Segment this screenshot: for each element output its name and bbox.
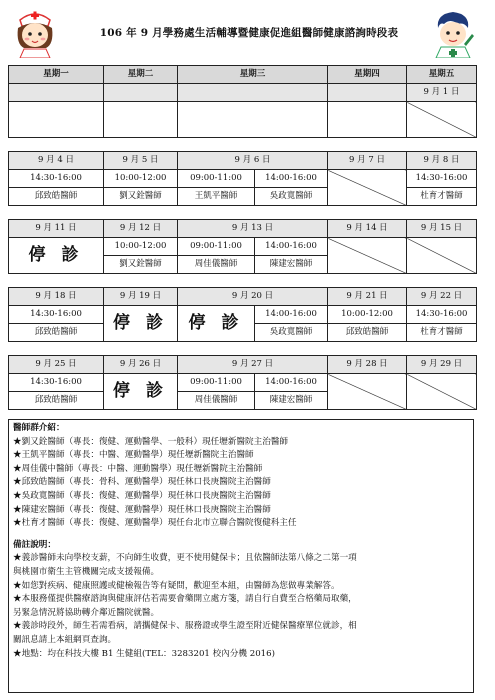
- no-clinic-cell: [407, 374, 477, 410]
- remark-item: ★如您對疾病、健康照護或健檢報告等有疑問，歡迎至本組，由醫師為您做專業解答。: [13, 580, 340, 591]
- remark-item: ★義診醫師未向學校支薪，不向師生收費，更不使用健保卡；且依醫師法第八條之二第一項: [13, 553, 357, 564]
- date-cell: [104, 84, 178, 102]
- week4-time-row: [9, 306, 477, 324]
- closed-cell: 停 診: [9, 238, 104, 274]
- empty-cell: [104, 102, 178, 138]
- time-slot: 10:00-12:00: [328, 306, 407, 324]
- closed-cell: 停 診: [178, 306, 255, 342]
- week4-date-row: [9, 288, 477, 306]
- time-slot: 14:00-16:00: [255, 306, 328, 324]
- time-slot: 14:30-16:00: [9, 170, 104, 188]
- time-slot: 14:30-16:00: [407, 306, 477, 324]
- doctor-intro-item: ★王凱平醫師（專長：中醫、運動醫學）現任壢新醫院主治醫師: [13, 450, 254, 461]
- date-cell: 9 月 15 日: [407, 220, 477, 238]
- doctor-name: 邱致皓醫師: [328, 324, 407, 342]
- doctor-intro-item: ★杜育才醫師（專長：復健、運動醫學）現任台北市立聯合醫院復健科主任: [13, 518, 297, 529]
- date-cell: [178, 84, 328, 102]
- empty-cell: [328, 102, 407, 138]
- time-slot: 14:30-16:00: [407, 170, 477, 188]
- no-clinic-cell: [328, 170, 407, 206]
- doctor-name: 邱致皓醫師: [9, 188, 104, 206]
- doctor-name: 陳建宏醫師: [255, 392, 328, 410]
- doctor-name: 杜育才醫師: [407, 324, 477, 342]
- time-slot: 14:00-16:00: [255, 238, 328, 256]
- time-slot: 09:00-11:00: [178, 374, 255, 392]
- week5-time-row: [9, 374, 477, 392]
- weekday-header: 星期三: [178, 66, 328, 84]
- date-cell: 9 月 6 日: [178, 152, 328, 170]
- week2-date-row: [9, 152, 477, 170]
- time-slot: 14:30-16:00: [9, 306, 104, 324]
- remark-item: 與桃園市衛生主管機關完成支援報備。: [13, 566, 160, 577]
- weekday-header: 星期四: [328, 66, 407, 84]
- spacer: [9, 274, 477, 288]
- spacer: [9, 138, 477, 152]
- time-slot: 10:00-12:00: [104, 238, 178, 256]
- weekday-header: 星期一: [9, 66, 104, 84]
- date-cell: [9, 84, 104, 102]
- date-cell: 9 月 14 日: [328, 220, 407, 238]
- time-slot: 14:00-16:00: [255, 374, 328, 392]
- doctors-heading: 醫師群介紹：: [13, 423, 65, 433]
- week2-time-row: [9, 170, 477, 188]
- nurse-boy-icon: [430, 6, 476, 58]
- notes-box: [8, 419, 474, 693]
- remark-item: ★地點：均在科技大樓 B1 生健組(TEL：3283201 校內分機 2016): [13, 648, 275, 659]
- doctor-name: 杜育才醫師: [407, 188, 477, 206]
- week1-body-row: [9, 102, 477, 138]
- doctor-name: 王凱平醫師: [178, 188, 255, 206]
- time-slot: 14:30-16:00: [9, 374, 104, 392]
- date-cell: 9 月 22 日: [407, 288, 477, 306]
- week5-date-row: [9, 356, 477, 374]
- header: [0, 0, 495, 62]
- doctor-name: 吳政寬醫師: [255, 324, 328, 342]
- doctor-intro-item: ★邱致皓醫師（專長：骨科、運動醫學）現任林口長庚醫院主治醫師: [13, 477, 271, 488]
- empty-cell: [9, 102, 104, 138]
- date-cell: 9 月 27 日: [178, 356, 328, 374]
- time-slot: 09:00-11:00: [178, 170, 255, 188]
- date-cell: 9 月 18 日: [9, 288, 104, 306]
- remark-item: ★義診時段外，師生若需看病，請攜健保卡、服務證或學生證至附近健保醫療單位就診，相: [13, 621, 357, 632]
- date-cell: 9 月 20 日: [178, 288, 328, 306]
- doctor-intro-item: ★陳建宏醫師（專長：復健、運動醫學）現任林口長庚醫院主治醫師: [13, 504, 271, 515]
- empty-cell: [178, 102, 328, 138]
- week3-date-row: [9, 220, 477, 238]
- time-slot: 14:00-16:00: [255, 170, 328, 188]
- remark-item: ★本服務僅提供醫療諮詢與健康評估若需要會藥開立處方箋，請自行自費至合格藥局取藥，: [13, 594, 357, 605]
- doctor-intro-item: ★周佳儀中醫師（專長：中醫、運動醫學）現任壢新醫院主治醫師: [13, 463, 263, 474]
- schedule-table: [8, 65, 477, 410]
- remarks-heading: 備註說明：: [13, 539, 56, 550]
- remark-item: 關訊息請上本組網頁查詢。: [13, 634, 117, 645]
- date-cell: 9 月 13 日: [178, 220, 328, 238]
- date-cell: 9 月 21 日: [328, 288, 407, 306]
- date-cell: 9 月 7 日: [328, 152, 407, 170]
- weekday-header-row: [9, 66, 477, 84]
- weekday-header: 星期二: [104, 66, 178, 84]
- spacer: [9, 206, 477, 220]
- time-slot: 10:00-12:00: [104, 170, 178, 188]
- doctor-name: 邱致皓醫師: [9, 324, 104, 342]
- doctor-name: 邱致皓醫師: [9, 392, 104, 410]
- week1-date-row: [9, 84, 477, 102]
- remark-item: 另緊急情況將協助轉介鄰近醫院就醫。: [13, 607, 160, 618]
- date-cell: 9 月 8 日: [407, 152, 477, 170]
- closed-cell: 停 診: [104, 374, 178, 410]
- date-cell: 9 月 29 日: [407, 356, 477, 374]
- date-cell: 9 月 1 日: [407, 84, 477, 102]
- doctor-name: 吳政寬醫師: [255, 188, 328, 206]
- date-cell: 9 月 12 日: [104, 220, 178, 238]
- no-clinic-cell: [328, 374, 407, 410]
- nurse-girl-icon: [12, 6, 58, 58]
- date-cell: 9 月 4 日: [9, 152, 104, 170]
- no-clinic-cell: [407, 238, 477, 274]
- date-cell: 9 月 11 日: [9, 220, 104, 238]
- date-cell: [328, 84, 407, 102]
- no-clinic-cell: [407, 102, 477, 138]
- closed-cell: 停 診: [104, 306, 178, 342]
- week2-doctor-row: [9, 188, 477, 206]
- doctor-intro-item: ★吳政寬醫師（專長：復健、運動醫學）現任林口長庚醫院主治醫師: [13, 490, 271, 501]
- doctor-name: 周佳儀醫師: [178, 392, 255, 410]
- date-cell: 9 月 5 日: [104, 152, 178, 170]
- date-cell: 9 月 25 日: [9, 356, 104, 374]
- week3-time-row: [9, 238, 477, 256]
- doctor-name: 陳建宏醫師: [255, 256, 328, 274]
- spacer: [9, 342, 477, 356]
- time-slot: 09:00-11:00: [178, 238, 255, 256]
- doctor-name: 周佳儀醫師: [178, 256, 255, 274]
- no-clinic-cell: [328, 238, 407, 274]
- page-title: 106 年 9 月學務處生活輔導暨健康促進組醫師健康諮詢時段表: [99, 27, 399, 39]
- weekday-header: 星期五: [407, 66, 477, 84]
- doctor-name: 劉又銓醫師: [104, 256, 178, 274]
- date-cell: 9 月 28 日: [328, 356, 407, 374]
- doctor-intro-item: ★劉又銓醫師（專長：復健、運動醫學、一般科）現任壢新醫院主治醫師: [13, 436, 289, 447]
- date-cell: 9 月 26 日: [104, 356, 178, 374]
- date-cell: 9 月 19 日: [104, 288, 178, 306]
- doctor-name: 劉又銓醫師: [104, 188, 178, 206]
